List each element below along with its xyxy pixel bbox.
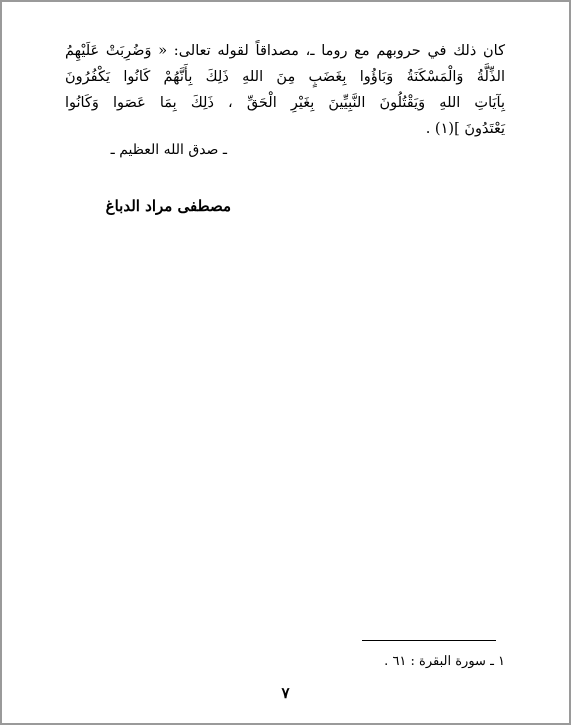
body-paragraph [65, 38, 505, 142]
page-number: ٧ [281, 684, 290, 702]
paragraph-line: الذِّلَّةُ وَالْمَسْكَنَةُ وَبَاؤُوا بِغَضَبٍ مِنَ اللهِ ذَلِكَ بِأَنَّهُمْ كَانُوا يَكْفُرُونَ [65, 69, 505, 85]
paragraph-line: يَعْتَدُونَ ](١) . [425, 121, 505, 137]
paragraph-line: كان ذلك في حروبهم مع روما ـ، مصداقاً لقوله تعالى: « وَضُرِبَتْ عَلَيْهِمُ [65, 43, 505, 59]
footnote-divider [362, 640, 496, 641]
paragraph-line: بِآيَاتِ اللهِ وَيَقْتُلُونَ النَّبِيِّينَ بِغَيْرِ الْحَقِّ ، ذَلِكَ بِمَا عَصَوا وَكَانُوا [65, 95, 505, 111]
footnote: ١ ـ سورة البقرة : ٦١ . [384, 654, 505, 669]
author-signature: مصطفى مراد الدباغ [105, 197, 231, 215]
closing-phrase: ـ صدق الله العظيم ـ [110, 142, 227, 158]
